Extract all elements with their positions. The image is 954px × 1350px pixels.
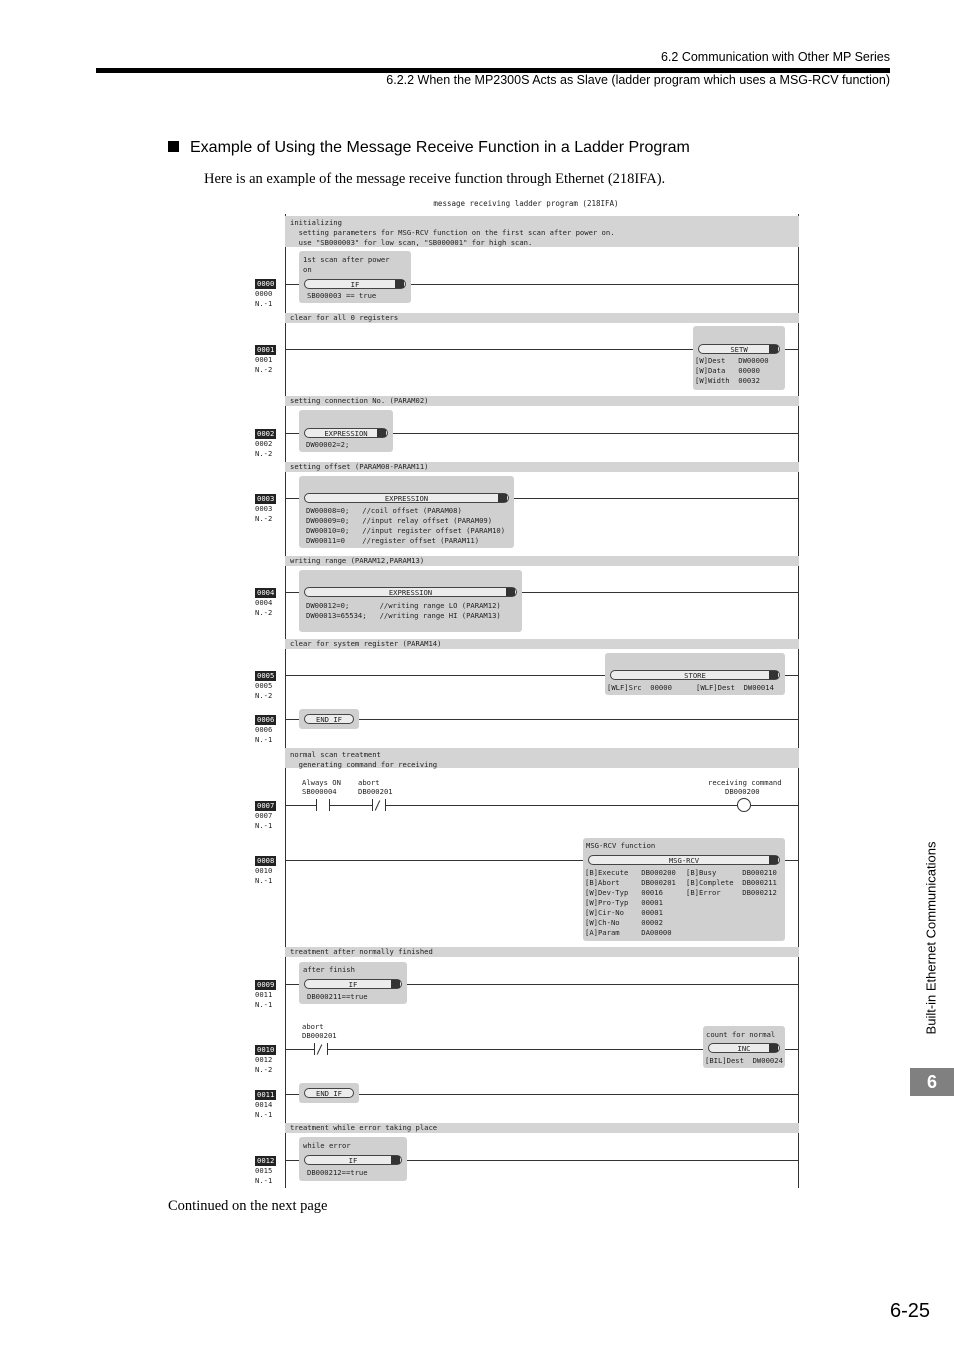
function-name: EXPRESSION xyxy=(384,494,429,503)
rung-tag: 0007 xyxy=(257,801,275,810)
comment-initializing: initializing setting parameters for MSG-RCV function on the first scan after power on. use "SB000003" for low scan, "SB000001" for high scan. xyxy=(285,216,799,247)
contact-address: DB000201 xyxy=(302,1031,337,1040)
rung-nest: N.-1 xyxy=(255,735,273,744)
rung-step: 0015 xyxy=(255,1166,273,1175)
comment-offset: setting offset (PARAM08-PARAM11) xyxy=(285,462,799,472)
function-icon xyxy=(498,494,507,502)
function-icon xyxy=(391,980,400,988)
rung-line xyxy=(285,805,799,806)
function-icon xyxy=(395,280,404,288)
rung-step: 0012 xyxy=(255,1055,273,1064)
contact-address: DB000201 xyxy=(358,787,393,796)
rung-number xyxy=(255,715,276,745)
rung-line xyxy=(285,1094,799,1095)
chapter-side-label: Built-in Ethernet Communications xyxy=(923,841,939,1035)
rung-tag: 0002 xyxy=(257,429,275,438)
rung-number xyxy=(255,1045,276,1075)
rung-nest: N.-1 xyxy=(255,876,273,885)
expression-text: DW00002=2; xyxy=(306,440,350,449)
condition-text: SB000003 == true xyxy=(307,291,377,300)
running-header-subsection: 6.2.2 When the MP2300S Acts as Slave (ladder program which uses a MSG-RCV function) xyxy=(386,73,890,87)
comment-clear-registers: clear for all 0 registers xyxy=(285,313,799,323)
rung-number xyxy=(255,345,276,375)
expression-text: DW00012=0; //writing range LO (PARAM12) DW00013=65534; //writing range HI (PARAM13) xyxy=(306,601,501,620)
block-label: 1st scan after power on xyxy=(303,255,390,274)
function-icon xyxy=(769,345,778,353)
rung-nest: N.-1 xyxy=(255,299,273,308)
chapter-tab: 6 xyxy=(910,1068,954,1096)
continued-note: Continued on the next page xyxy=(168,1198,328,1214)
block-label: after finish xyxy=(303,965,355,974)
function-name: IF xyxy=(350,280,360,289)
rung-number xyxy=(255,588,276,618)
rung-tag: 0010 xyxy=(257,1045,275,1054)
if-block xyxy=(299,251,411,303)
rung-nest: N.-2 xyxy=(255,608,273,617)
intro-paragraph: Here is an example of the message receive function through Ethernet (218IFA). xyxy=(204,171,666,187)
rung-step: 0000 xyxy=(255,289,273,298)
page-number: 6-25 xyxy=(889,1300,930,1322)
function-header xyxy=(304,714,354,724)
rung-step: 0006 xyxy=(255,725,273,734)
function-name: EXPRESSION xyxy=(388,588,433,597)
rung-tag: 0000 xyxy=(257,279,275,288)
rung-nest: N.-2 xyxy=(255,514,273,523)
expression-block xyxy=(299,410,393,452)
contact-label: abort xyxy=(302,1022,324,1031)
function-header xyxy=(588,855,780,865)
function-name: IF xyxy=(348,980,358,989)
function-header xyxy=(708,1043,780,1053)
rung-step: 0005 xyxy=(255,681,273,690)
input-params: [B]Execute DB000200 [B]Abort DB000201 [W]Dev-Typ 00016 [W]Pro-Typ 00001 [W]Cir-No 00001 [W]Ch-No 00002 [A]Param DA00000 xyxy=(585,868,676,937)
output-params: [B]Busy DB000210 [B]Complete DB000211 [B]Error DB000212 xyxy=(686,868,777,897)
rung-step: 0003 xyxy=(255,504,273,513)
function-params: [W]Dest DW00000 [W]Data 00000 [W]Width 00032 xyxy=(695,356,769,385)
rung-tag: 0008 xyxy=(257,856,275,865)
rung-tag: 0005 xyxy=(257,671,275,680)
inc-block xyxy=(703,1026,785,1068)
function-header xyxy=(304,587,517,597)
contact-label: abort xyxy=(358,778,380,787)
rung-number xyxy=(255,856,276,886)
rung-number xyxy=(255,279,276,309)
rung-nest: N.-1 xyxy=(255,1176,273,1185)
rung-number xyxy=(255,801,276,831)
function-name: END_IF xyxy=(316,715,342,724)
function-header xyxy=(304,979,402,989)
section-heading xyxy=(168,139,690,157)
nc-contact xyxy=(372,799,386,811)
square-bullet-icon xyxy=(168,141,179,152)
function-name: END_IF xyxy=(316,1089,342,1098)
rung-nest: N.-1 xyxy=(255,1110,273,1119)
function-icon xyxy=(769,1044,778,1052)
comment-system-register: clear for system register (PARAM14) xyxy=(285,639,799,649)
comment-normal-scan: normal scan treatment generating command for receiving xyxy=(285,748,799,768)
rung-step: 0011 xyxy=(255,990,273,999)
end-if-block xyxy=(299,709,359,729)
contact-address: SB000004 xyxy=(302,787,337,796)
diagram-title: message receiving ladder program (218IFA) xyxy=(433,199,619,208)
rung-number xyxy=(255,1156,276,1186)
function-name: MSG-RCV xyxy=(668,856,700,865)
rung-nest: N.-1 xyxy=(255,821,273,830)
function-name: IF xyxy=(348,1156,358,1165)
rung-tag: 0009 xyxy=(257,980,275,989)
function-name: STORE xyxy=(684,671,706,680)
rung-tag: 0011 xyxy=(257,1090,275,1099)
msg-rcv-block xyxy=(583,838,785,941)
rung-step: 0001 xyxy=(255,355,273,364)
function-icon xyxy=(377,429,386,437)
rung-step: 0010 xyxy=(255,866,273,875)
function-icon xyxy=(769,856,778,864)
function-header xyxy=(304,428,388,438)
block-label: count for normal xyxy=(706,1030,776,1039)
function-icon xyxy=(506,588,515,596)
no-contact xyxy=(316,799,330,811)
running-header-section: 6.2 Communication with Other MP Series xyxy=(660,50,890,64)
condition-text: DB000211==true xyxy=(307,992,368,1001)
left-power-rail xyxy=(285,214,286,1188)
rung-step: 0004 xyxy=(255,598,273,607)
function-icon xyxy=(391,1156,400,1164)
block-label: MSG-RCV function xyxy=(586,841,656,850)
comment-normally-finished: treatment after normally finished xyxy=(285,947,799,957)
right-power-rail xyxy=(798,214,799,1188)
rung-step: 0007 xyxy=(255,811,273,820)
comment-connection-no: setting connection No. (PARAM02) xyxy=(285,396,799,406)
end-if-block xyxy=(299,1083,359,1103)
expression-text: DW00008=0; //coil offset (PARAM08) DW00009=0; //input relay offset (PARAM09) DW00010=0; //input register offset (PARAM10) DW00011=0 //register offset (PARAM11) xyxy=(306,506,506,545)
rung-number xyxy=(255,671,276,701)
function-icon xyxy=(769,671,778,679)
rung-tag: 0003 xyxy=(257,494,275,503)
rung-tag: 0012 xyxy=(257,1156,275,1165)
rung-number xyxy=(255,429,276,459)
function-header xyxy=(304,279,406,289)
rung-nest: N.-2 xyxy=(255,1065,273,1074)
rung-line xyxy=(285,719,799,720)
coil-label: receiving command xyxy=(708,778,782,787)
function-header xyxy=(304,1088,354,1098)
output-coil xyxy=(737,798,751,812)
setw-block xyxy=(693,326,785,390)
inc-dest: [BIL]Dest DW00024 xyxy=(705,1056,783,1065)
rung-number xyxy=(255,1090,276,1120)
rung-nest: N.-2 xyxy=(255,691,273,700)
function-name: SETW xyxy=(730,345,748,354)
function-name: EXPRESSION xyxy=(324,429,368,438)
function-header xyxy=(304,1155,402,1165)
nc-contact xyxy=(314,1043,328,1055)
rung-tag: 0004 xyxy=(257,588,275,597)
rung-nest: N.-1 xyxy=(255,1000,273,1009)
expression-block xyxy=(299,570,522,632)
store-src: [WLF]Src 00000 xyxy=(607,683,672,692)
function-header xyxy=(610,670,780,680)
contact-label: Always ON xyxy=(302,778,341,787)
function-header xyxy=(698,344,780,354)
rung-tag: 0001 xyxy=(257,345,275,354)
comment-writing-range: writing range (PARAM12,PARAM13) xyxy=(285,556,799,566)
if-block xyxy=(299,1137,407,1181)
block-label: while error xyxy=(303,1141,351,1150)
rung-nest: N.-2 xyxy=(255,365,273,374)
store-dest: [WLF]Dest DW00014 xyxy=(696,683,774,692)
rung-nest: N.-2 xyxy=(255,449,273,458)
if-block xyxy=(299,962,407,1004)
heading-text: Example of Using the Message Receive Function in a Ladder Program xyxy=(190,139,690,156)
rung-step: 0002 xyxy=(255,439,273,448)
function-name: INC xyxy=(737,1044,751,1053)
coil-address: DB000200 xyxy=(725,787,760,796)
ladder-diagram xyxy=(250,196,802,1188)
comment-error: treatment while error taking place xyxy=(285,1123,799,1133)
function-header xyxy=(304,493,509,503)
rung-tag: 0006 xyxy=(257,715,275,724)
expression-block xyxy=(299,476,514,548)
store-block xyxy=(605,653,785,695)
rung-number xyxy=(255,980,276,1010)
rung-step: 0014 xyxy=(255,1100,273,1109)
rung-number xyxy=(255,494,276,524)
condition-text: DB000212==true xyxy=(307,1168,368,1177)
